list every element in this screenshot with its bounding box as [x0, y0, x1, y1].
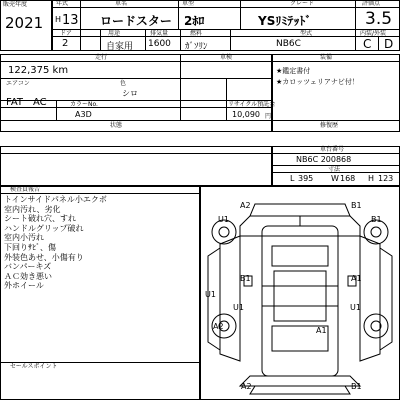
damage-label-bottom-right: B1	[351, 382, 362, 391]
vehicle-vline-1	[180, 54, 181, 120]
score: 3.5	[365, 9, 393, 29]
transmission: FAT	[6, 97, 24, 108]
inspection-line: 外装色あせ、小傷有り	[4, 252, 84, 262]
model-year-label: 年式	[56, 0, 69, 7]
color: シロ	[122, 89, 138, 98]
header-row3-vline-3	[180, 29, 181, 51]
equipment-label: 装備	[320, 54, 333, 61]
grade: YSﾘﾐﾃｯﾄﾞ	[258, 14, 312, 28]
color-code: A3D	[75, 110, 92, 119]
height: 123	[378, 174, 394, 183]
fuel: ｶﾞｿﾘﾝ	[185, 42, 208, 52]
car-name: ロードスター	[100, 14, 172, 28]
chassis-divider-3	[272, 172, 400, 173]
ac: AC	[33, 97, 47, 108]
header-divider-3	[52, 36, 400, 37]
header-row3-vline-5	[378, 36, 379, 51]
damage-label-front-right: B1	[371, 215, 382, 224]
exterior-score: D	[384, 37, 394, 51]
inspection-line: バンパーキズ	[4, 262, 52, 272]
damage-label-rear-right: U1	[350, 303, 361, 312]
inspection-line: 外ホイール	[4, 281, 44, 291]
header-vline-4	[355, 0, 356, 51]
header-divider-2	[52, 29, 400, 30]
header-row3-vline-2	[145, 29, 146, 51]
notes-block	[0, 146, 272, 186]
length-label: L	[290, 174, 295, 183]
dims-label: 寸法	[328, 166, 341, 173]
inspection-line: 室内小汚れ	[4, 233, 44, 243]
header-vline-1	[80, 0, 81, 51]
fuel-label: 燃料	[190, 30, 203, 37]
width-label: W	[331, 174, 339, 183]
mileage-label: 走行	[95, 54, 108, 61]
notes-divider	[0, 153, 272, 154]
score-label: 評価点	[362, 0, 381, 7]
inspection-line: シート破れ穴、すれ	[4, 214, 76, 224]
header-row3-vline-4	[230, 29, 231, 51]
sale-year: 2021	[5, 14, 44, 32]
car-diagram	[200, 186, 400, 400]
body-type: 2ﾎﾛ	[184, 14, 205, 28]
recycle-amount: 10,090	[232, 110, 260, 119]
damage-label-rear-left-lower: U1	[205, 290, 216, 299]
use: 自家用	[106, 42, 134, 52]
inspection-list	[4, 195, 107, 291]
color-label: 色	[120, 80, 127, 87]
model-year-era: H	[55, 15, 62, 24]
damage-label-front-left: U1	[218, 215, 229, 224]
chassis-divider	[272, 153, 400, 154]
width: 168	[340, 174, 356, 183]
color-code-label: カラーNo.	[70, 101, 98, 108]
damage-label-top-left: A2	[240, 201, 251, 210]
ac-label: エアコン	[6, 80, 30, 87]
inspection-line: 室内汚れ、劣化	[4, 204, 61, 214]
damage-label-top-right: B1	[351, 201, 362, 210]
vehicle-vline-2	[226, 78, 227, 120]
damage-label-mid-right: A1	[351, 274, 362, 283]
history-label: 修復歴	[320, 122, 339, 129]
model-code-label: 型式	[300, 30, 313, 37]
inspection-line: ＡＣ効き悪い	[4, 271, 52, 281]
header-divider-1	[52, 7, 400, 8]
equipment-line-1: ★鑑定書付	[276, 67, 311, 75]
cc-label: 排気量	[150, 30, 169, 37]
car-name-label: 車名	[115, 0, 128, 7]
equipment-line-2: ★カロッツェリアナビ付！	[276, 78, 359, 86]
damage-label-bottom-center: A1	[316, 326, 327, 335]
equipment-divider	[272, 61, 400, 62]
recycle-mark: 円	[265, 113, 272, 120]
vehicle-divider-5	[0, 120, 272, 121]
header-vline-3	[240, 0, 241, 29]
cc: 1600	[148, 39, 171, 49]
doors-label: ドア	[60, 30, 72, 37]
damage-label-rear-left-upper: U1	[233, 303, 244, 312]
recycle-label: リサイクル預託金	[228, 101, 276, 108]
equipment-divider-2	[272, 120, 400, 121]
shaken-label: 車検	[220, 54, 233, 61]
chassis-label: 車台番号	[320, 146, 345, 153]
int-ext-label: 内装/外装	[360, 30, 387, 37]
interior-score: C	[363, 37, 372, 51]
vehicle-divider-2	[0, 78, 272, 79]
use-label: 用途	[108, 30, 121, 37]
inspection-line: 下回りｻﾋﾞ、傷	[4, 242, 56, 252]
grade-label: グレード	[290, 0, 315, 7]
height-label: H	[368, 174, 375, 183]
header-row3-vline-1	[100, 29, 101, 51]
inspection-line: トインサイドパネル小エクボ	[4, 195, 107, 204]
chassis-number: NB6C 200868	[296, 155, 352, 164]
sale-year-label: 販売年度	[3, 1, 28, 8]
length: 395	[298, 174, 314, 183]
mileage: 122,375 km	[8, 65, 69, 76]
doors: 2	[62, 38, 69, 49]
damage-label-bottom-left: A2	[241, 382, 252, 391]
inspection-label: 検査員報告	[10, 186, 41, 193]
damage-label-mid-left: B1	[240, 274, 251, 283]
vehicle-divider-1	[0, 61, 272, 62]
model-year: 13	[62, 13, 79, 28]
type-label: 車型	[182, 0, 195, 7]
condition-label: 状態	[110, 122, 123, 129]
inspection-line: ハンドルグリップ破れ	[4, 223, 84, 233]
inspection-divider	[0, 193, 200, 194]
remarks-label: セールスポイント	[10, 363, 58, 370]
model-code: NB6C	[276, 39, 301, 49]
header-vline-2	[178, 0, 179, 29]
vehicle-vline-3	[56, 100, 57, 120]
damage-label-lower-left: A2	[213, 322, 224, 331]
